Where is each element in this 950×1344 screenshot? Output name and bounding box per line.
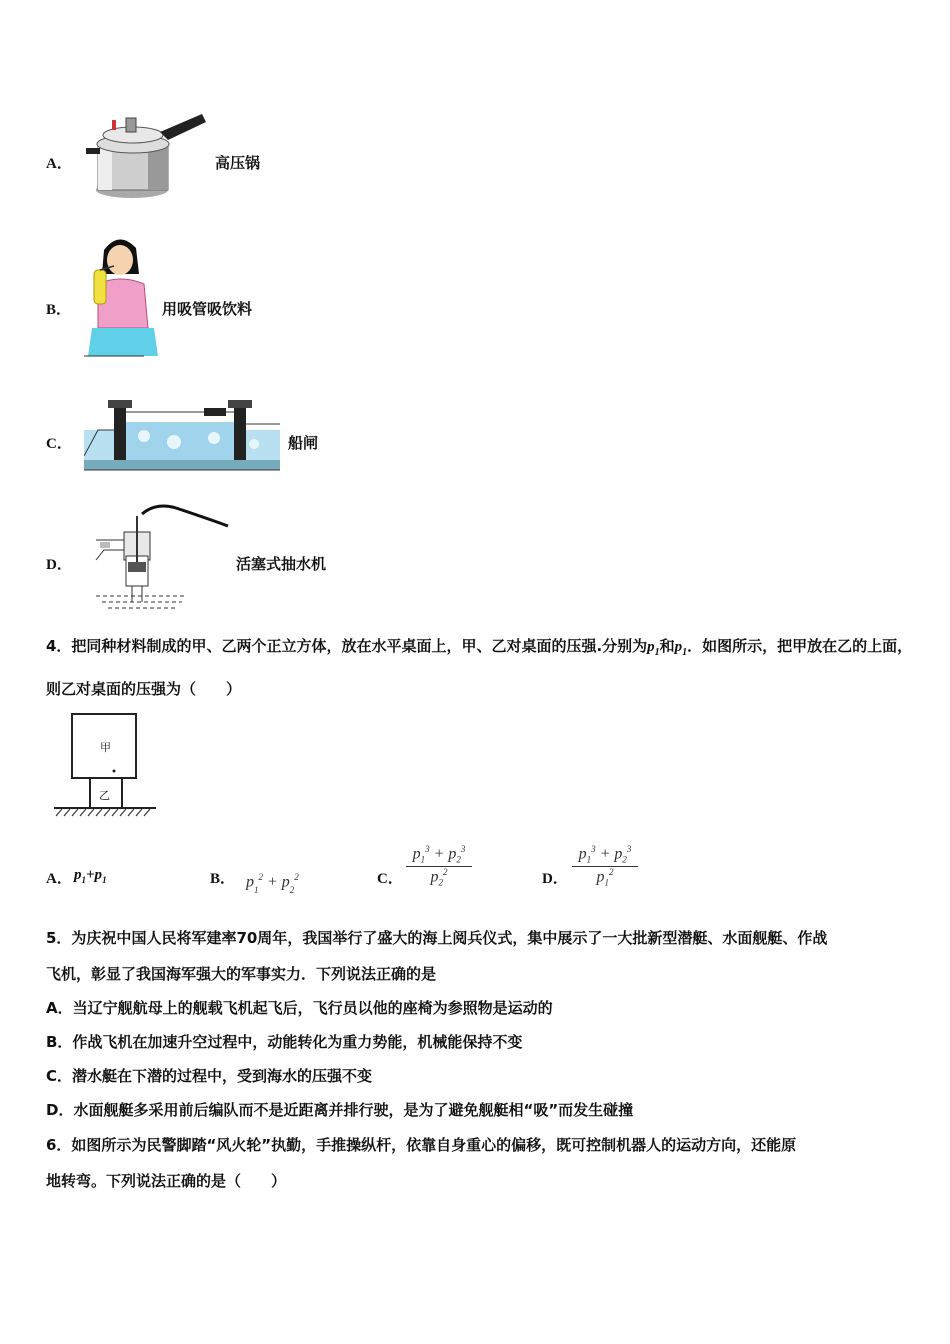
q4-p-symbol-1: p xyxy=(647,639,655,655)
ship-lock-image xyxy=(84,396,284,480)
q4-option-c-label: C． xyxy=(377,871,403,887)
q4-option-d-label: D． xyxy=(542,871,568,887)
question-4-stem xyxy=(46,628,926,707)
q4-prefix: 4．把同种材料制成的甲、乙两个正立方体，放在水平桌面上，甲、乙对桌面的压强.分别为 xyxy=(46,637,648,655)
option-d-label: D． xyxy=(46,557,72,573)
option-b-label: B． xyxy=(46,302,72,318)
q4-option-b-label: B． xyxy=(210,871,236,887)
option-c-label: C． xyxy=(46,436,72,452)
q5-option-c: C．潜水艇在下潜的过程中，受到海水的压强不变 xyxy=(46,1067,373,1085)
q4-p-subscript-1: 1 xyxy=(654,647,660,658)
cubes-figure xyxy=(52,712,162,824)
q5-option-b: B．作战飞机在加速升空过程中，动能转化为重力势能，机械能保持不变 xyxy=(46,1033,523,1051)
cube-jia-label: 甲 xyxy=(100,741,111,754)
q4-mid: 和 xyxy=(659,637,675,655)
q6-stem-line1: 6．如图所示为民警脚踏“风火轮”执勤，手推操纵杆，依靠自身重心的偏移，既可控制机器人的运动方向，还能原 xyxy=(46,1136,797,1154)
q5-stem-line2: 飞机，彰显了我国海军强大的军事实力．下列说法正确的是 xyxy=(46,965,437,983)
q4-option-a-label: A． xyxy=(46,871,72,887)
q4-option-c-text: $p_1^3 + p_2^3$ $p_2^2$ xyxy=(406,844,472,887)
pressure-cooker-image xyxy=(82,102,212,202)
q4-option-a-text: $p_1+p_1$ xyxy=(74,867,107,885)
option-a-caption: 高压锅 xyxy=(215,154,261,172)
option-a-label: A． xyxy=(46,156,72,172)
q6-stem-line2: 地转弯。下列说法正确的是（ ） xyxy=(46,1172,287,1190)
q4-option-d-text: $p_1^3 + p_2^3$ $p_1^2$ xyxy=(572,844,638,887)
q4-p-subscript-2: 1 xyxy=(682,647,688,658)
q5-option-d: D．水面舰艇多采用前后编队而不是近距离并排行驶，是为了避免舰艇相“吸”而发生碰撞 xyxy=(46,1101,634,1119)
option-b-caption: 用吸管吸饮料 xyxy=(162,300,253,318)
q4-suffix: ．如图所示，把甲放在乙的上面，则乙对桌面的压强为（ ） xyxy=(46,637,913,698)
q4-option-b-text: $p_1^2 + p_2^2$ xyxy=(246,872,299,895)
q5-option-a: A．当辽宁舰航母上的舰载飞机起飞后，飞行员以他的座椅为参照物是运动的 xyxy=(46,999,553,1017)
option-c-caption: 船闸 xyxy=(288,434,319,452)
q5-stem-line1: 5．为庆祝中国人民将军建率70周年，我国举行了盛大的海上阅兵仪式，集中展示了一大批新型潜艇、水面舰艇、作战 xyxy=(46,929,828,947)
girl-drinking-straw-image xyxy=(84,230,159,358)
cube-yi-label: 乙 xyxy=(99,789,110,802)
option-d-caption: 活塞式抽水机 xyxy=(236,555,327,573)
piston-pump-image xyxy=(86,500,234,610)
q4-p-symbol-2: p xyxy=(674,639,683,655)
